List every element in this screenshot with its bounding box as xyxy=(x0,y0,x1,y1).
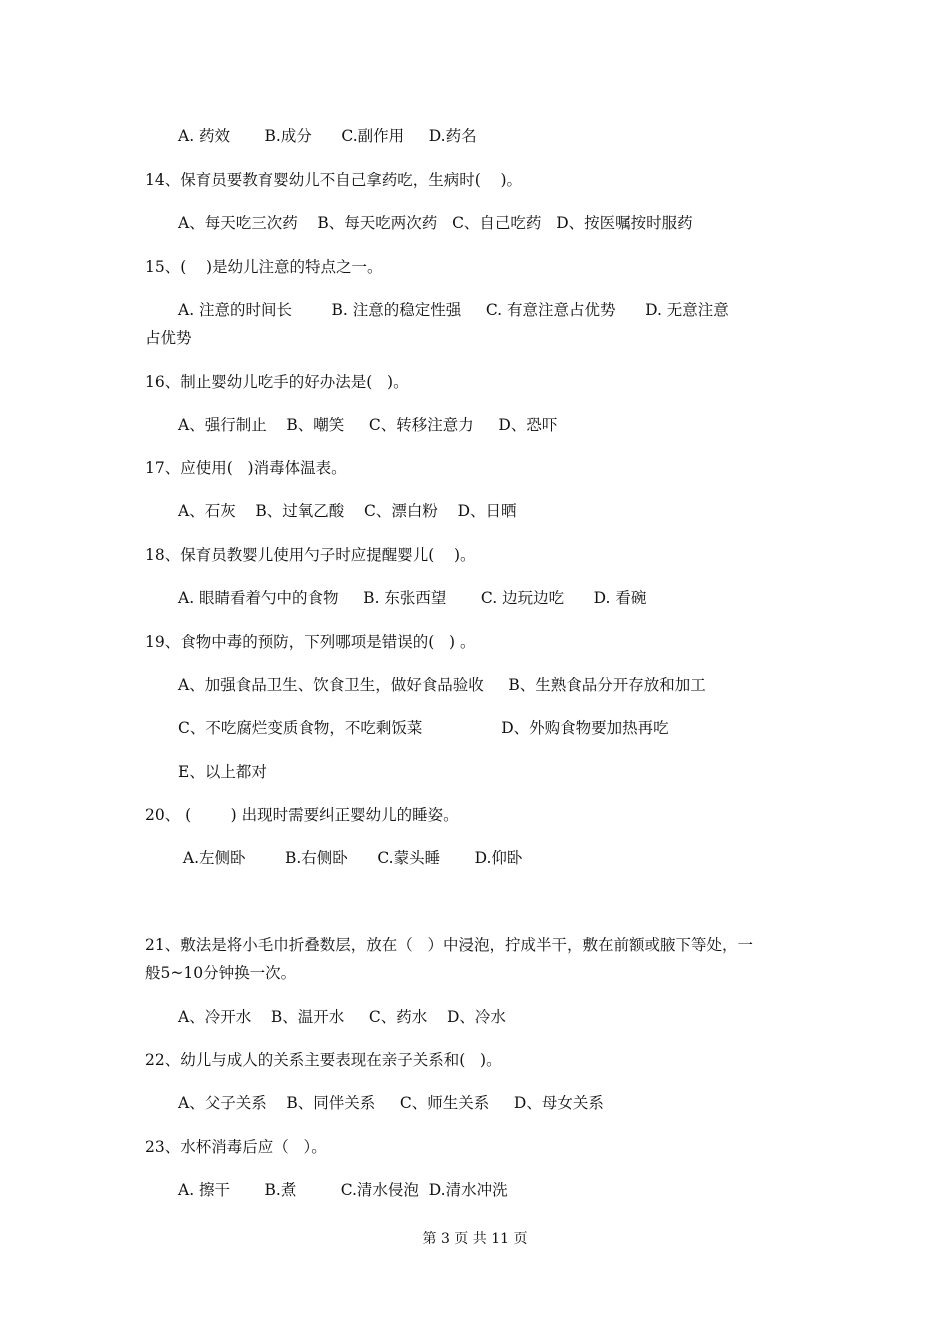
q15-options-continued: 占优势 xyxy=(145,329,192,347)
question-16: 16、制止婴幼儿吃手的好办法是( )。 xyxy=(145,373,409,391)
question-21-continued: 般5~10分钟换一次。 xyxy=(145,964,297,982)
q17-options: A、石灰 B、过氧乙酸 C、漂白粉 D、日晒 xyxy=(178,502,517,520)
q21-options: A、冷开水 B、温开水 C、药水 D、冷水 xyxy=(178,1008,506,1026)
question-17: 17、应使用( )消毒体温表。 xyxy=(145,459,347,477)
q23-options: A. 擦干 B.煮 C.清水侵泡 D.清水冲洗 xyxy=(178,1181,508,1199)
q14-options: A、每天吃三次药 B、每天吃两次药 C、自己吃药 D、按医嘱按时服药 xyxy=(178,214,693,232)
question-23: 23、水杯消毒后应（ ）。 xyxy=(145,1138,327,1156)
page-footer: 第 3 页 共 11 页 xyxy=(422,1231,528,1247)
question-20: 20、 ( ) 出现时需要纠正婴幼儿的睡姿。 xyxy=(145,806,459,824)
question-22: 22、幼儿与成人的关系主要表现在亲子关系和( )。 xyxy=(145,1051,502,1069)
q15-options: A. 注意的时间长 B. 注意的稳定性强 C. 有意注意占优势 D. 无意注意 xyxy=(178,301,729,319)
q19-option-e: E、以上都对 xyxy=(178,763,267,781)
question-14: 14、保育员要教育婴幼儿不自己拿药吃，生病时( )。 xyxy=(145,171,523,189)
q22-options: A、父子关系 B、同伴关系 C、师生关系 D、母女关系 xyxy=(178,1094,604,1112)
q16-options: A、强行制止 B、嘲笑 C、转移注意力 D、恐吓 xyxy=(178,416,558,434)
question-15: 15、( )是幼儿注意的特点之一。 xyxy=(145,258,383,276)
q13-options: A. 药效 B.成分 C.副作用 D.药名 xyxy=(178,127,477,145)
q18-options: A. 眼睛看着勺中的食物 B. 东张西望 C. 边玩边吃 D. 看碗 xyxy=(178,589,647,607)
q19-options-cd: C、不吃腐烂变质食物，不吃剩饭菜 D、外购食物要加热再吃 xyxy=(178,719,669,737)
question-18: 18、保育员教婴儿使用勺子时应提醒婴儿( )。 xyxy=(145,546,476,564)
q20-options: A.左侧卧 B.右侧卧 C.蒙头睡 D.仰卧 xyxy=(178,849,523,867)
q19-options-ab: A、加强食品卫生、饮食卫生，做好食品验收 B、生熟食品分开存放和加工 xyxy=(178,676,706,694)
question-19: 19、食物中毒的预防，下列哪项是错误的( ) 。 xyxy=(145,633,476,651)
question-21: 21、敷法是将小毛巾折叠数层，放在（ ）中浸泡，拧成半干，敷在前额或腋下等处，一 xyxy=(145,936,754,954)
